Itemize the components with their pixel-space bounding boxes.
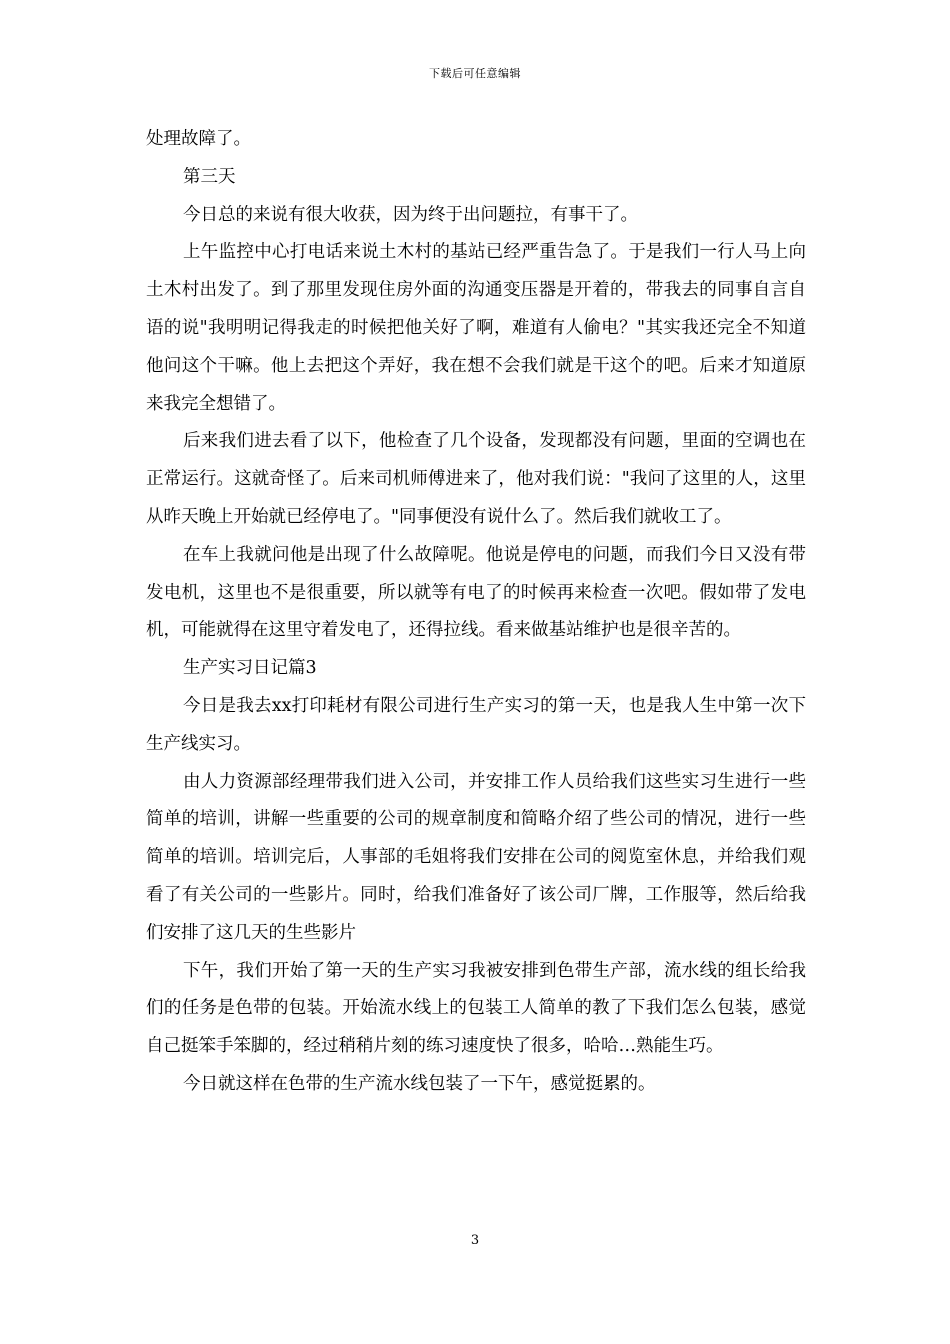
paragraph-continuation: 处理故障了。	[146, 129, 251, 149]
paragraph: 下午，我们开始了第一天的生产实习我被安排到色带生产部，流水线的组长给我们的任务是色带的包装。开始流水线上的包装工人简单的教了下我们怎么包装，感觉自己挺笨手笨脚的，经过稍稍片刻的练习速度快了很多，哈哈…熟能生巧。	[146, 960, 806, 1057]
paragraph: 上午监控中心打电话来说土木村的基站已经严重告急了。于是我们一行人马上向土木村出发了。到了那里发现住房外面的沟通变压器是开着的，带我去的同事自言自语的说"我明明记得我走的时候把他关好了啊，难道有人偷电？"其实我还完全不知道他问这个干嘛。他上去把这个弄好，我在想不会我们就是干这个的吧。后来才知道原来我完全想错了。	[146, 242, 806, 414]
page-number: 3	[470, 1233, 480, 1248]
paragraph: 后来我们进去看了以下，他检查了几个设备，发现都没有问题，里面的空调也在正常运行。这就奇怪了。后来司机师傅进来了，他对我们说："我问了这里的人，这里从昨天晚上开始就已经停电了。"同事便没有说什么了。然后我们就收工了。	[146, 431, 806, 527]
paragraph: 在车上我就问他是出现了什么故障呢。他说是停电的问题，而我们今日又没有带发电机，这里也不是很重要，所以就等有电了的时候再来检查一次吧。假如带了发电机，可能就得在这里守着发电了，还得拉线。看来做基站维护也是很辛苦的。	[146, 544, 806, 641]
document-body	[146, 121, 806, 1104]
section-heading-day-three: 第三天	[183, 166, 236, 187]
section-heading-diary-3: 生产实习日记篇3	[183, 658, 317, 679]
paragraph: 今日是我去xx打印耗材有限公司进行生产实习的第一天，也是我人生中第一次下生产线实习。	[146, 695, 806, 754]
paragraph: 今日总的来说有很大收获，因为终于出问题拉，有事干了。	[183, 204, 638, 225]
paragraph: 今日就这样在色带的生产流水线包装了一下午，感觉挺累的。	[183, 1073, 656, 1094]
page-header: 下载后可任意编辑	[429, 67, 521, 80]
paragraph: 由人力资源部经理带我们进入公司，并安排工作人员给我们这些实习生进行一些简单的培训，讲解一些重要的公司的规章制度和简略介绍了些公司的情况，进行一些简单的培训。培训完后，人事部的毛姐将我们安排在公司的阅览室休息，并给我们观看了有关公司的一些影片。同时，给我们准备好了该公司厂牌，工作服等，然后给我们安排了这几天的生些影片	[146, 771, 806, 943]
